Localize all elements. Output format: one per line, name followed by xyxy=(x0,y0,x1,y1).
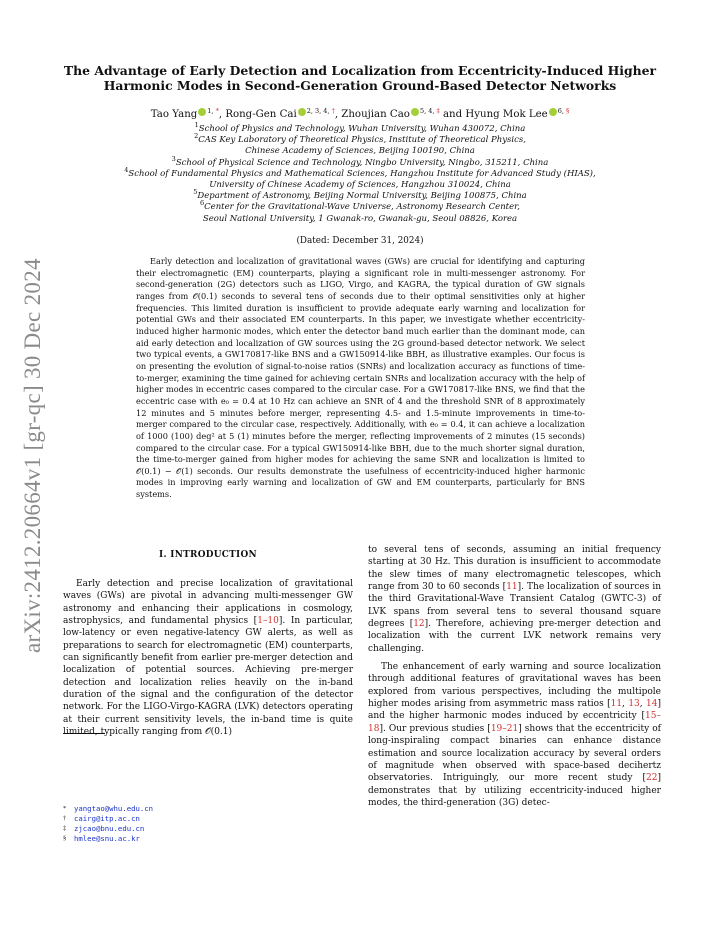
affiliation-line xyxy=(60,154,660,169)
affiliation-text: CAS Key Laboratory of Theoretical Physics, Institute of Theoretical Physics, xyxy=(198,135,526,146)
paragraph-text: ]. Our previous studies [ xyxy=(379,723,491,734)
affiliation-line xyxy=(60,214,660,225)
author-name: Zhoujian Cao xyxy=(341,109,410,120)
title-line-1: The Advantage of Early Detection and Localization from Eccentricity-Induced Higher xyxy=(63,63,657,78)
affiliation-number: 6 xyxy=(200,199,205,208)
footnote-rule xyxy=(63,733,105,734)
footnote-email-link[interactable]: zjcao@bnu.edu.cn xyxy=(74,823,145,833)
affiliation-number: 2 xyxy=(194,132,199,141)
footnote-item xyxy=(63,814,153,824)
affiliation-line xyxy=(60,188,660,202)
citation-link[interactable]: 14 xyxy=(646,699,658,710)
paragraph-text: ] demonstrates that by utilizing eccentricity-induced higher modes, the third-generation (3G) detec- xyxy=(368,773,661,808)
citation-link[interactable]: 1–10 xyxy=(257,616,279,627)
affiliation-number: 4 xyxy=(124,165,129,174)
orcid-icon[interactable] xyxy=(549,108,557,116)
author-affiliation-marks: 6, § xyxy=(557,107,570,115)
author-footnote-mark[interactable]: § xyxy=(565,107,570,115)
paragraph-text: ]. The localization of sources in the third Gravitational-Wave Transient Catalog (GWTC-3) of LVK spans from several tens to several thousand square degrees [ xyxy=(368,582,661,630)
left-column xyxy=(63,544,353,738)
author-name: Tao Yang xyxy=(150,109,198,120)
author-affiliation-marks: 1, * xyxy=(207,107,219,115)
arxiv-id-text: arXiv:2412.20664v1 [gr-qc] 30 Dec 2024 xyxy=(20,258,45,653)
affiliation-number: 3 xyxy=(171,154,176,163)
footnote-mark: § xyxy=(63,834,67,842)
footnote-mark: ‡ xyxy=(63,824,67,832)
affiliation-text: Chinese Academy of Sciences, Beijing 100190, China xyxy=(245,146,475,157)
paragraph-text: to several tens of seconds, assuming an initial frequency starting at 30 Hz. This duration is insufficient to accommodate the slew times of many electromagnetic telescopes, which range from 30 to 60 seconds [ xyxy=(368,545,661,593)
title-line-2: Harmonic Modes in Second-Generation Ground-Based Detector Networks xyxy=(103,78,617,93)
affiliation-text: University of Chinese Academy of Sciences, Hangzhou 310024, China xyxy=(209,180,511,191)
paragraph-text: ]. Therefore, achieving pre-merger detection and localization with the current LVK network remains very challenging. xyxy=(368,619,661,654)
footnote-email-link[interactable]: hmlee@snu.ac.kr xyxy=(74,833,140,843)
paragraph-text: Early detection and precise localization of gravitational waves (GWs) are pivotal in advancing multi-messenger GW astronomy and enhancing their applications in cosmology, astrophysics, and fundamental physics [ xyxy=(63,579,353,627)
paragraph-text: ] shows that the eccentricity of long-inspiraling compact binaries can enhance distance estimation and source localization accuracy by several orders of magnitude when observed with space-based decihertz observatories. Intriguingly, our more recent study [ xyxy=(368,723,661,784)
date-line: (Dated: December 31, 2024) xyxy=(296,236,424,246)
footnote-email-link[interactable]: yangtao@whu.edu.cn xyxy=(74,804,154,813)
intro-paragraph-continued xyxy=(368,544,661,655)
intro-paragraph-1 xyxy=(63,578,353,738)
citation-link[interactable]: 11 xyxy=(506,582,518,593)
author-affiliation-marks: 2, 3, 4, † xyxy=(306,107,335,115)
affiliation-text: School of Physical Science and Technology, Ningbo University, Ningbo, 315211, China xyxy=(175,157,549,168)
citation-link[interactable]: 12 xyxy=(413,619,425,630)
citation-link[interactable]: 22 xyxy=(646,773,658,784)
affiliation-text: School of Fundamental Physics and Mathematical Sciences, Hangzhou Institute for Advanced Study (HIAS), xyxy=(128,168,596,179)
affiliation-line xyxy=(60,165,660,180)
affiliation-line xyxy=(60,121,660,135)
footnote-item xyxy=(63,804,153,814)
abstract: Early detection and localization of gravitational waves (GWs) are crucial for identifying and capturing their electromagnetic (EM) counterparts, playing a significant role in multi-messenger astronomy. For second-generation (2G) detectors such as LIGO, Virgo, and KAGRA, the typical duration of GW signals ranges from 𝒪(0.1) seconds to several tens of seconds due to their optimal sensitivities only at higher frequencies. This limited duration is insufficient to provide adequate early warning and localization for potential GWs and their associated EM counterparts. In this paper, we investigate whether eccentricity-induced higher harmonic modes, which enter the detector band much earlier than the dominant mode, can aid early detection and localization of GW sources using the 2G ground-based detector network. We select two typical events, a GW170817-like BNS and a GW150914-like BBH, as illustrative examples. Our focus is on presenting the evolution of signal-to-noise ratios (SNRs) and localization accuracy as functions of time-to-merger, examining the time gained for achieving certain SNRs and localization accuracy with the help of higher modes in eccentric cases compared to the circular case. For a GW170817-like BNS, we find that the eccentric case with e₀ = 0.4 at 10 Hz can achieve an SNR of 4 and the threshold SNR of 8 approximately 12 minutes and 5 minutes before merger, representing 4.5- and 1.5-minute improvements in time-to-merger compared to the circular case, respectively. Additionally, with e₀ = 0.4, it can achieve a localization of 1000 (100) deg² at 5 (1) minutes before the merger, reflecting improvements of 2 minutes (15 seconds) compared to the circular case. For a typical GW150914-like BBH, due to the much shorter signal duration, the time-to-merger gained from higher modes for achieving the same SNR and localization is limited to 𝒪(0.1) − 𝒪(1) seconds. Our results demonstrate the usefulness of eccentricity-induced higher harmonic modes in improving early warning and localization of GW and EM counterparts, particularly for BNS systems. xyxy=(136,256,585,500)
citation-link[interactable]: 15–18 xyxy=(368,711,661,734)
footnote-item xyxy=(63,834,153,844)
affiliation-line xyxy=(60,132,660,146)
author-name: Rong-Gen Cai xyxy=(225,109,297,120)
orcid-icon[interactable] xyxy=(411,108,419,116)
footnote-mark: * xyxy=(63,805,67,812)
intro-paragraph-2 xyxy=(368,661,661,809)
affiliation-number: 5 xyxy=(193,188,198,197)
footnote-email-link[interactable]: cairg@itp.ac.cn xyxy=(74,813,140,823)
affiliation-text: School of Physics and Technology, Wuhan University, Wuhan 430072, China xyxy=(198,124,526,134)
paragraph-text: , xyxy=(622,699,629,710)
citation-link[interactable]: 13 xyxy=(628,699,640,710)
footnote-item xyxy=(63,824,153,834)
section-heading: I. INTRODUCTION xyxy=(159,550,257,560)
citation-link[interactable]: 19–21 xyxy=(490,723,519,734)
author-list: Tao Yang $^{1, *}$, Rong-Gen Cai $^{2, 3, 4, \dagger}$, Zhoujian Cao $^{5, 4, \ddagger}$ and Hyung Mok Lee $^{6, \S}$ xyxy=(150,107,570,120)
affiliation-line xyxy=(60,199,660,213)
author-footnote-mark[interactable]: * xyxy=(215,107,219,115)
paragraph-text: ]. In particular, low-latency or even negative-latency GW alerts, as well as preparations to search for electromagnetic (EM) counterparts, can significantly benefit from earlier pre-merger detection and localization of potential sources. Achieving pre-merger detection and localization relies heavily on the in-band duration of the signal and the configuration of the detector network. For the LIGO-Virgo-KAGRA (LVK) detectors operating at their current sensitivity levels, the in-band time is quite limited, typically ranging from 𝒪(0.1) xyxy=(63,616,353,738)
affiliation-text: Seoul National University, 1 Gwanak-ro, Gwanak-gu, Seoul 08826, Korea xyxy=(202,213,518,224)
author-footnote-mark[interactable]: † xyxy=(331,107,335,115)
right-column xyxy=(368,544,661,809)
affiliation-number: 1 xyxy=(194,121,199,129)
citation-link[interactable]: 11 xyxy=(610,699,623,710)
paragraph-text: ] and the higher harmonic modes induced by eccentricity [ xyxy=(368,699,661,722)
author-affiliation-marks: 5, 4, ‡ xyxy=(419,107,440,115)
author-name: Hyung Mok Lee xyxy=(465,109,548,120)
author-footnote-mark[interactable]: ‡ xyxy=(436,107,440,115)
affiliation-line xyxy=(60,146,660,157)
paragraph-text: The enhancement of early warning and source localization through additional features of gravitational waves has been explored from various perspectives, including the multipole higher modes arising from asymmetric mass ratios [ xyxy=(368,662,661,710)
footnote-mark: † xyxy=(63,814,67,822)
footnotes xyxy=(63,804,153,844)
affiliation-list xyxy=(60,121,660,225)
affiliation-line xyxy=(60,180,660,191)
arxiv-identifier xyxy=(6,235,54,655)
affiliation-text: Center for the Gravitational-Wave Universe, Astronomy Research Center, xyxy=(204,202,520,213)
affiliation-text: Department of Astronomy, Beijing Normal University, Beijing 100875, China xyxy=(197,191,527,202)
paragraph-text: , xyxy=(639,699,647,710)
orcid-icon[interactable] xyxy=(198,108,206,116)
paper-title xyxy=(60,63,660,93)
orcid-icon[interactable] xyxy=(298,108,306,116)
